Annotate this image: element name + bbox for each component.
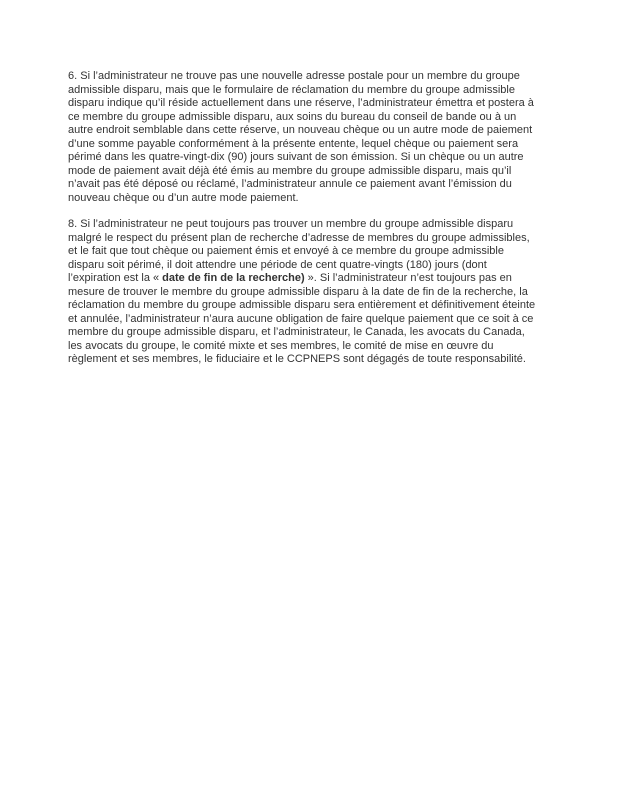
text-line: mesure de trouver le membre du groupe admissible disparu à la date de fin de la recherche, la (68, 285, 528, 298)
paragraph (68, 218, 570, 367)
text-line: réclamation du membre du groupe admissible disparu sera entièrement et définitivement éteinte (68, 299, 536, 311)
paragraph (68, 70, 570, 205)
text-line: et le fait que tout chèque ou paiement émis et envoyé à ce membre du groupe admissible (68, 245, 504, 257)
text-line: 8. Si l’administrateur ne peut toujours pas trouver un membre du groupe admissible disparu (68, 218, 514, 230)
text-line: périmé dans les quatre-vingt-dix (90) jours suivant de son émission. Si un chèque ou un autre (68, 151, 524, 163)
text-line: admissible disparu, mais que le formulaire de réclamation du membre du groupe admissible (68, 83, 515, 96)
text-line: l’expiration est la « date de fin de la recherche) ». Si l’administrateur n’est toujours pas en (68, 272, 512, 284)
text-line: autre endroit semblable dans cette réserve, un nouveau chèque ou un autre mode de paiement (68, 124, 533, 136)
text-line: membre du groupe admissible disparu, et l’administrateur, le Canada, les avocats du Canada, (68, 326, 525, 338)
text-line: mode de paiement avait déjà été émis au membre du groupe admissible disparu, mais qu’il (68, 164, 512, 177)
text-line: d’une somme payable conformément à la présente entente, lequel chèque ou paiement sera (68, 137, 519, 150)
text-line: règlement et ses membres, le fiduciaire et le CCPNEPS sont dégagés de toute responsabilité. (68, 353, 526, 365)
bold-phrase: date de fin de la recherche) (162, 272, 305, 284)
text-line: 6. Si l’administrateur ne trouve pas une nouvelle adresse postale pour un membre du groupe (68, 70, 520, 82)
text-line: ce membre du groupe admissible disparu, aux soins du bureau du conseil de bande ou à un (68, 110, 517, 123)
text-line: n’avait pas été déposé ou réclamé, l’administrateur annule ce paiement avant l’émission du (68, 178, 512, 190)
text-line: et annulée, l’administrateur n’aura aucune obligation de faire quelque paiement que ce soit à ce (68, 312, 534, 325)
text-line: disparu soit périmé, il doit attendre une période de cent quatre-vingts (180) jours (dont (68, 258, 487, 271)
text-line: nouveau chèque ou d’un autre mode paiement. (68, 191, 299, 204)
text-line: les avocats du groupe, le comité mixte et ses membres, le comité de mise en œuvre du (68, 339, 494, 352)
text-line: disparu indique qu’il réside actuellement dans une réserve, l’administrateur émettra et postera à (68, 97, 534, 109)
document-text (68, 70, 570, 367)
text-line: malgré le respect du présent plan de recherche d’adresse de membres du groupe admissibles, (68, 231, 530, 244)
